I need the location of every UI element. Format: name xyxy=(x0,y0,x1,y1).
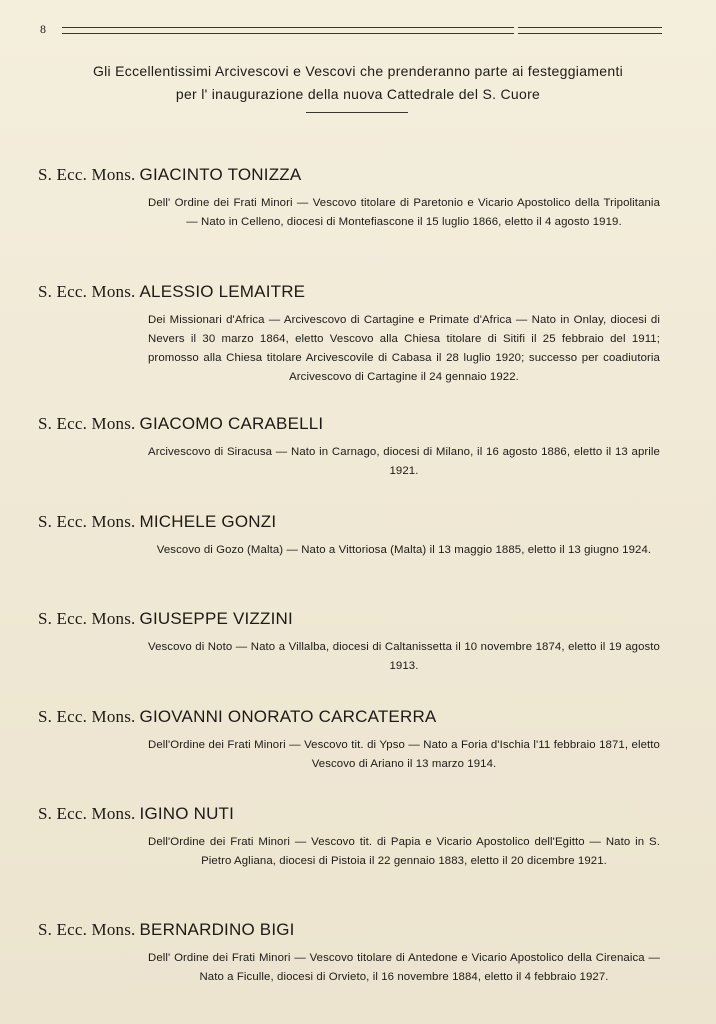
entry-heading xyxy=(38,608,293,630)
entry-biography: Dell'Ordine dei Frati Minori — Vescovo tit. di Ypso — Nato a Foria d'Ischia l'11 febbraio 1871, eletto Vescovo di Ariano il 13 marzo 1914. xyxy=(148,739,660,770)
entry-honorific: S. Ecc. Mons. xyxy=(38,707,136,726)
entry-biography: Vescovo di Gozo (Malta) — Nato a Vittoriosa (Malta) il 13 maggio 1885, eletto il 13 giugno 1924. xyxy=(156,544,652,556)
entry-heading xyxy=(38,413,323,435)
entry-name: GIACINTO TONIZZA xyxy=(139,165,302,184)
entry-name: GIACOMO CARABELLI xyxy=(139,414,324,433)
entry-heading xyxy=(38,164,301,186)
entry-name: ALESSIO LEMAITRE xyxy=(139,282,306,301)
header-double-rule xyxy=(62,27,514,34)
entry-name: MICHELE GONZI xyxy=(139,512,277,531)
entry-name: GIUSEPPE VIZZINI xyxy=(139,609,293,628)
entry-honorific: S. Ecc. Mons. xyxy=(38,609,136,628)
entry-biography: Vescovo di Noto — Nato a Villalba, diocesi di Caltanissetta il 10 novembre 1874, eletto il 19 agosto 1913. xyxy=(148,641,660,672)
entry-heading xyxy=(38,706,436,728)
entry-name: GIOVANNI ONORATO CARCATERRA xyxy=(139,707,437,726)
entry-honorific: S. Ecc. Mons. xyxy=(38,165,136,184)
entry-biography: Arcivescovo di Siracusa — Nato in Carnago, diocesi di Milano, il 16 agosto 1886, eletto il 13 aprile 1921. xyxy=(148,446,660,477)
intro-line-2: per l' inaugurazione della nuova Cattedrale del S. Cuore xyxy=(175,86,541,102)
entry-name: IGINO NUTI xyxy=(139,804,235,823)
entry-heading xyxy=(38,281,305,303)
entry-heading xyxy=(38,803,234,825)
entry-honorific: S. Ecc. Mons. xyxy=(38,282,136,301)
intro-divider xyxy=(306,112,408,113)
entry-honorific: S. Ecc. Mons. xyxy=(38,414,136,433)
entry-heading xyxy=(38,919,295,941)
page-number: 8 xyxy=(40,22,47,36)
entry-honorific: S. Ecc. Mons. xyxy=(38,920,136,939)
entry-honorific: S. Ecc. Mons. xyxy=(38,804,136,823)
entry-biography: Dell' Ordine dei Frati Minori — Vescovo titolare di Antedone e Vicario Apostolico della Cirenaica — Nato a Ficulle, diocesi di Orvieto, il 16 novembre 1884, eletto il 4 febbraio 1927. xyxy=(148,952,660,983)
entry-biography: Dell' Ordine dei Frati Minori — Vescovo titolare di Paretonio e Vicario Apostolico della Tripolitania — Nato in Celleno, diocesi di Montefiascone il 15 luglio 1866, eletto il 4 agosto 1919. xyxy=(148,197,660,228)
entry-biography: Dell'Ordine dei Frati Minori — Vescovo tit. di Papia e Vicario Apostolico dell'Egitto — Nato in S. Pietro Agliana, diocesi di Pistoia il 22 gennaio 1883, eletto il 20 dicembre 1921. xyxy=(148,836,660,867)
entry-name: BERNARDINO BIGI xyxy=(139,920,295,939)
intro-line-1: Gli Eccellentissimi Arcivescovi e Vescovi che prenderanno parte ai festeggiamenti xyxy=(92,63,624,79)
entry-heading xyxy=(38,511,276,533)
entry-biography: Dei Missionari d'Africa — Arcivescovo di Cartagine e Primate d'Africa — Nato in Onlay, diocesi di Nevers il 30 marzo 1864, eletto Vescovo alla Chiesa titolare di Sitifi il 25 febbraio del 1911; promosso alla Chiesa titolare Arcivescovile di Cabasa il 28 luglio 1920; successo per coadiutoria Arcivescovo di Cartagine il 24 gennaio 1922. xyxy=(148,314,660,383)
header-double-rule-right xyxy=(518,27,662,34)
entry-honorific: S. Ecc. Mons. xyxy=(38,512,136,531)
